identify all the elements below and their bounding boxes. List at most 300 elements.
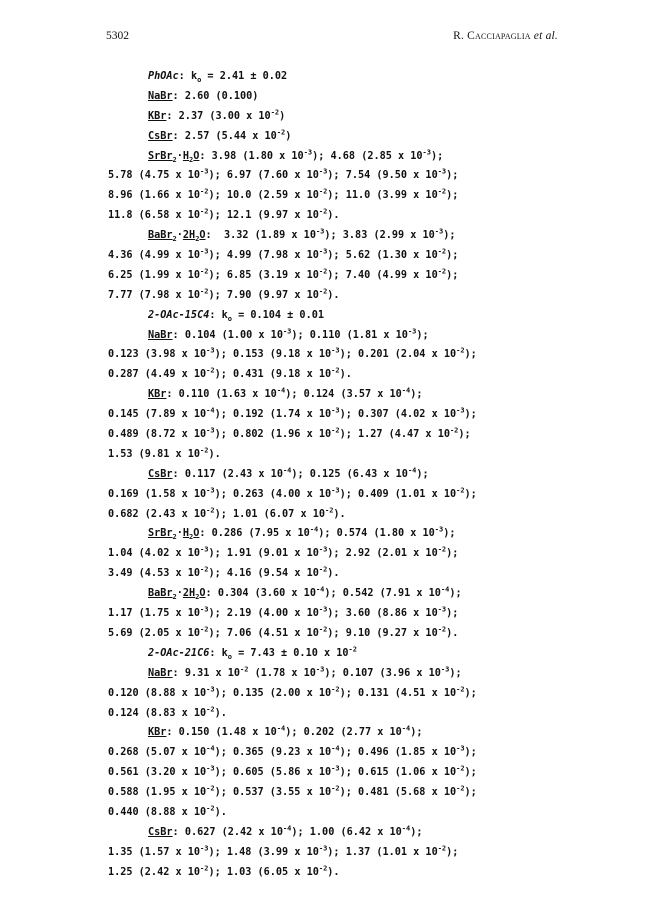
text-run: ); bbox=[443, 230, 456, 242]
superscript: -3 bbox=[456, 406, 465, 415]
text-run: 0.124 (8.83 x 10 bbox=[108, 707, 207, 719]
subscript: 2 bbox=[195, 235, 200, 244]
superscript: -2 bbox=[437, 625, 447, 634]
subscript: 2 bbox=[172, 155, 177, 164]
superscript: -3 bbox=[456, 744, 465, 753]
text-run: ); bbox=[464, 687, 477, 699]
superscript: -3 bbox=[331, 347, 340, 356]
text-run: ); 0.107 (3.96 x 10 bbox=[324, 667, 441, 679]
text-run: : 3.98 (1.80 x 10 bbox=[199, 150, 304, 162]
author-initial: R. bbox=[453, 30, 468, 42]
text-line bbox=[108, 704, 578, 724]
text-run: ); 11.0 (3.99 x 10 bbox=[327, 190, 438, 202]
superscript: -2 bbox=[456, 784, 465, 793]
superscript: -2 bbox=[206, 506, 215, 515]
superscript: -3 bbox=[434, 227, 444, 236]
superscript: -3 bbox=[422, 148, 431, 157]
superscript: -2 bbox=[206, 366, 215, 375]
text-run: ); 4.68 (2.85 x 10 bbox=[312, 150, 423, 162]
superscript: -2 bbox=[331, 685, 340, 694]
text-run: ). bbox=[327, 289, 340, 301]
superscript: -3 bbox=[200, 168, 209, 177]
author-surname: Cacciapaglia bbox=[467, 30, 531, 42]
salt-name: 2H bbox=[182, 230, 196, 242]
text-run: ); bbox=[449, 588, 462, 600]
text-run: 5.69 (2.05 x 10 bbox=[108, 627, 201, 639]
superscript: -2 bbox=[331, 784, 340, 793]
text-run: ); 0.125 (6.43 x 10 bbox=[291, 468, 408, 480]
subscript: 2 bbox=[172, 593, 177, 602]
text-line bbox=[108, 863, 578, 883]
text-run: ); 2.92 (2.01 x 10 bbox=[327, 548, 438, 560]
text-run: ); bbox=[410, 389, 423, 401]
salt-name: H bbox=[182, 150, 190, 162]
superscript: -4 bbox=[206, 406, 215, 415]
superscript: -2 bbox=[200, 565, 209, 574]
text-run: 3.49 (4.53 x 10 bbox=[108, 568, 201, 580]
superscript: -3 bbox=[206, 426, 215, 435]
text-run: ); 1.27 (4.47 x 10 bbox=[339, 429, 450, 441]
text-run: : 3.32 (1.89 x 10 bbox=[205, 230, 316, 242]
text-run: ); bbox=[410, 826, 423, 838]
text-run: = 7.43 ± 0.10 x 10 bbox=[231, 647, 349, 659]
text-run: (1.78 x 10 bbox=[248, 667, 316, 679]
superscript: -4 bbox=[407, 466, 417, 475]
text-run: 0.268 (5.07 x 10 bbox=[108, 747, 207, 759]
text-run: ); 7.40 (4.99 x 10 bbox=[327, 269, 438, 281]
text-run: ); 1.01 (6.07 x 10 bbox=[214, 508, 325, 520]
text-run: ); bbox=[458, 429, 471, 441]
superscript: -4 bbox=[206, 744, 215, 753]
text-run: ); 0.263 (4.00 x 10 bbox=[214, 488, 332, 500]
superscript: -3 bbox=[318, 168, 328, 177]
text-run: ); 0.124 (3.57 x 10 bbox=[285, 389, 402, 401]
text-run: ). bbox=[446, 627, 459, 639]
superscript: -3 bbox=[206, 764, 215, 773]
text-run: ); 0.605 (5.86 x 10 bbox=[214, 767, 332, 779]
text-run: : 2.57 (5.44 x 10 bbox=[172, 130, 277, 142]
subscript: o bbox=[197, 76, 202, 85]
text-run: 1.53 (9.81 x 10 bbox=[108, 448, 201, 460]
text-run: ); 0.537 (3.55 x 10 bbox=[214, 787, 332, 799]
text-run: ); 5.62 (1.30 x 10 bbox=[327, 250, 438, 262]
text-run: ); bbox=[464, 349, 477, 361]
text-run: 0.169 (1.58 x 10 bbox=[108, 488, 207, 500]
superscript: -3 bbox=[200, 545, 209, 554]
text-run: = 0.104 ± 0.01 bbox=[231, 309, 324, 321]
text-run: ). bbox=[327, 568, 340, 580]
text-run: : 2.60 (0.100) bbox=[172, 90, 259, 102]
text-run: ); 0.110 (1.81 x 10 bbox=[291, 329, 408, 341]
text-line bbox=[108, 644, 578, 664]
text-run: ); 0.307 (4.02 x 10 bbox=[339, 409, 457, 421]
superscript: -2 bbox=[318, 287, 328, 296]
text-run: 0.123 (3.98 x 10 bbox=[108, 349, 207, 361]
text-line bbox=[108, 763, 578, 783]
superscript: -3 bbox=[318, 844, 328, 853]
text-run: ); 2.19 (4.00 x 10 bbox=[208, 608, 319, 620]
text-run: : 0.627 (2.42 x 10 bbox=[172, 826, 283, 838]
text-run: : 0.150 (1.48 x 10 bbox=[166, 727, 277, 739]
text-line bbox=[108, 326, 578, 346]
text-line bbox=[108, 564, 578, 584]
salt-name: CsBr bbox=[148, 826, 173, 838]
superscript: -3 bbox=[407, 327, 417, 336]
subscript: 2 bbox=[195, 593, 200, 602]
text-run: ); bbox=[464, 488, 477, 500]
text-run: ); 0.153 (9.18 x 10 bbox=[214, 349, 332, 361]
superscript: -2 bbox=[456, 685, 465, 694]
text-line bbox=[108, 803, 578, 823]
salt-name: O bbox=[193, 150, 200, 162]
superscript: -2 bbox=[324, 506, 334, 515]
text-run: ); 3.83 (2.99 x 10 bbox=[324, 230, 435, 242]
compound-name: 2-OAc-15C4 bbox=[148, 309, 210, 321]
text-run: 11.8 (6.58 x 10 bbox=[108, 210, 201, 222]
text-run: ); 0.542 (7.91 x 10 bbox=[324, 588, 441, 600]
salt-name: O bbox=[193, 528, 200, 540]
superscript: -2 bbox=[318, 625, 328, 634]
superscript: -4 bbox=[309, 526, 319, 535]
text-run: ); 7.54 (9.50 x 10 bbox=[327, 170, 438, 182]
superscript: -2 bbox=[318, 187, 328, 196]
salt-name: SrBr bbox=[148, 150, 173, 162]
text-run: ); bbox=[446, 269, 459, 281]
text-run: ); bbox=[443, 528, 456, 540]
superscript: -2 bbox=[200, 267, 209, 276]
page-number: 5302 bbox=[106, 30, 129, 42]
text-run: ); 1.37 (1.01 x 10 bbox=[327, 846, 438, 858]
text-run: ) bbox=[285, 130, 292, 142]
text-run: ); bbox=[464, 747, 477, 759]
salt-name: KBr bbox=[148, 110, 167, 122]
text-line bbox=[108, 107, 578, 127]
superscript: -2 bbox=[200, 207, 209, 216]
text-line bbox=[108, 226, 578, 246]
text-run: ); 0.365 (9.23 x 10 bbox=[214, 747, 332, 759]
text-line bbox=[108, 743, 578, 763]
text-run: 1.35 (1.57 x 10 bbox=[108, 846, 201, 858]
superscript: -4 bbox=[276, 725, 286, 733]
superscript: -4 bbox=[276, 386, 286, 395]
text-line bbox=[108, 505, 578, 525]
superscript: -4 bbox=[282, 824, 292, 833]
salt-name: BaBr bbox=[148, 230, 173, 242]
text-run: · bbox=[176, 588, 183, 600]
text-run: ); bbox=[430, 150, 444, 162]
salt-name: CsBr bbox=[148, 468, 173, 480]
subscript: 2 bbox=[189, 155, 194, 164]
text-run: ); bbox=[446, 170, 459, 182]
superscript: -3 bbox=[440, 665, 450, 674]
text-line bbox=[108, 684, 578, 704]
superscript: -4 bbox=[331, 744, 340, 753]
text-run: = 2.41 ± 0.02 bbox=[201, 71, 288, 82]
text-line bbox=[108, 425, 578, 445]
text-run: ); bbox=[416, 468, 429, 480]
compound-name: 2-OAc-21C6 bbox=[148, 647, 210, 659]
text-line bbox=[108, 266, 578, 286]
superscript: -3 bbox=[200, 844, 209, 853]
text-line bbox=[108, 286, 578, 306]
text-run: 0.561 (3.20 x 10 bbox=[108, 767, 207, 779]
text-run: 0.588 (1.95 x 10 bbox=[108, 787, 207, 799]
text-run: ); 1.00 (6.42 x 10 bbox=[291, 826, 402, 838]
superscript: -2 bbox=[206, 705, 215, 714]
text-line bbox=[108, 306, 578, 326]
superscript: -3 bbox=[315, 227, 325, 236]
text-run: ). bbox=[214, 806, 227, 818]
superscript: -4 bbox=[440, 585, 450, 594]
superscript: -3 bbox=[434, 526, 444, 535]
superscript: -3 bbox=[206, 347, 215, 356]
compound-name: PhOAc bbox=[148, 71, 179, 82]
text-run: ); 0.431 (9.18 x 10 bbox=[214, 369, 332, 381]
superscript: -2 bbox=[206, 784, 215, 793]
superscript: -4 bbox=[401, 386, 411, 395]
text-run: : k bbox=[178, 71, 198, 82]
text-run: 7.77 (7.98 x 10 bbox=[108, 289, 201, 301]
text-run: ) bbox=[279, 110, 286, 122]
text-run: ). bbox=[339, 369, 352, 381]
text-line bbox=[108, 147, 578, 167]
salt-name: H bbox=[182, 528, 190, 540]
text-line bbox=[108, 166, 578, 186]
text-line bbox=[108, 723, 578, 743]
superscript: -3 bbox=[318, 605, 328, 614]
text-run: ). bbox=[333, 508, 346, 520]
superscript: -3 bbox=[318, 545, 328, 554]
text-run: ); 12.1 (9.97 x 10 bbox=[208, 210, 319, 222]
superscript: -3 bbox=[315, 665, 325, 674]
text-run: ). bbox=[327, 210, 340, 222]
superscript: -4 bbox=[401, 824, 411, 833]
superscript: -2 bbox=[200, 446, 209, 455]
text-run: : 0.286 (7.95 x 10 bbox=[199, 528, 310, 540]
superscript: -2 bbox=[437, 844, 447, 853]
text-run: 1.04 (4.02 x 10 bbox=[108, 548, 201, 560]
text-line bbox=[108, 584, 578, 604]
text-run: ); 3.60 (8.86 x 10 bbox=[327, 608, 438, 620]
text-run: ); bbox=[464, 787, 477, 799]
text-run: ); 1.03 (6.05 x 10 bbox=[208, 866, 319, 878]
superscript: -2 bbox=[200, 187, 209, 196]
subscript: 2 bbox=[189, 533, 194, 542]
text-run: ); 0.574 (1.80 x 10 bbox=[318, 528, 435, 540]
text-run: ). bbox=[214, 707, 227, 719]
text-run: : k bbox=[209, 309, 228, 321]
text-run: ); 0.131 (4.51 x 10 bbox=[339, 687, 457, 699]
text-line bbox=[108, 206, 578, 226]
text-run: 4.36 (4.99 x 10 bbox=[108, 250, 201, 262]
superscript: -2 bbox=[437, 247, 447, 256]
text-run: ); 0.409 (1.01 x 10 bbox=[339, 488, 457, 500]
superscript: -2 bbox=[456, 347, 465, 356]
text-run: ). bbox=[208, 448, 221, 460]
text-run: 6.25 (1.99 x 10 bbox=[108, 269, 201, 281]
superscript: -2 bbox=[456, 764, 465, 773]
text-run: ); 1.48 (3.99 x 10 bbox=[208, 846, 319, 858]
text-run: : 2.37 (3.00 x 10 bbox=[166, 110, 271, 122]
superscript: -3 bbox=[331, 764, 340, 773]
superscript: -3 bbox=[331, 406, 340, 415]
text-run: ); bbox=[464, 409, 477, 421]
et-al: et al. bbox=[530, 30, 558, 42]
text-run: : k bbox=[209, 647, 228, 659]
superscript: -3 bbox=[437, 605, 447, 614]
text-run: · bbox=[176, 528, 183, 540]
salt-name: SrBr bbox=[148, 528, 173, 540]
text-run: ); 0.481 (5.68 x 10 bbox=[339, 787, 457, 799]
superscript: -3 bbox=[331, 486, 340, 495]
text-run: : 0.104 (1.00 x 10 bbox=[172, 329, 283, 341]
salt-name: O bbox=[199, 230, 206, 242]
text-run: ); bbox=[446, 190, 459, 202]
superscript: -3 bbox=[200, 605, 209, 614]
text-run: ); bbox=[416, 329, 429, 341]
salt-name: KBr bbox=[148, 727, 167, 739]
superscript: -3 bbox=[200, 247, 209, 256]
text-line bbox=[108, 664, 578, 684]
text-line bbox=[108, 485, 578, 505]
superscript: -2 bbox=[200, 864, 209, 873]
text-run: ); 0.202 (2.77 x 10 bbox=[285, 727, 402, 739]
page-header bbox=[106, 30, 558, 46]
superscript: -3 bbox=[303, 148, 313, 157]
text-line bbox=[108, 465, 578, 485]
text-line bbox=[108, 624, 578, 644]
text-line bbox=[108, 365, 578, 385]
text-run: 8.96 (1.66 x 10 bbox=[108, 190, 201, 202]
text-run: 0.682 (2.43 x 10 bbox=[108, 508, 207, 520]
text-run: ); 0.802 (1.96 x 10 bbox=[214, 429, 332, 441]
text-run: 0.287 (4.49 x 10 bbox=[108, 369, 207, 381]
subscript: o bbox=[227, 652, 232, 661]
text-run: ); 7.06 (4.51 x 10 bbox=[208, 627, 319, 639]
text-run: 0.489 (8.72 x 10 bbox=[108, 429, 207, 441]
superscript: -3 bbox=[206, 486, 215, 495]
text-run: ); bbox=[464, 767, 477, 779]
salt-name: 2H bbox=[182, 588, 196, 600]
text-line bbox=[108, 87, 578, 107]
text-run: 1.17 (1.75 x 10 bbox=[108, 608, 201, 620]
superscript: -2 bbox=[318, 207, 328, 216]
superscript: -2 bbox=[331, 366, 340, 375]
kinetic-data-text bbox=[108, 67, 578, 883]
text-line bbox=[108, 524, 578, 544]
text-run: : 9.31 x 10 bbox=[172, 667, 241, 679]
text-line bbox=[108, 843, 578, 863]
superscript: -2 bbox=[318, 565, 328, 574]
text-run: ); 4.99 (7.98 x 10 bbox=[208, 250, 319, 262]
text-run: : 0.110 (1.63 x 10 bbox=[166, 389, 277, 401]
salt-name: O bbox=[199, 588, 206, 600]
superscript: -2 bbox=[437, 187, 447, 196]
salt-name: NaBr bbox=[148, 329, 173, 341]
text-run: ); bbox=[410, 727, 423, 739]
subscript: o bbox=[227, 314, 232, 323]
text-line bbox=[108, 544, 578, 564]
text-run: ); 0.192 (1.74 x 10 bbox=[214, 409, 332, 421]
superscript: -3 bbox=[206, 685, 215, 694]
superscript: -4 bbox=[401, 725, 411, 733]
text-run: 0.120 (8.88 x 10 bbox=[108, 687, 207, 699]
superscript: -2 bbox=[276, 128, 286, 137]
text-line bbox=[108, 783, 578, 803]
superscript: -2 bbox=[456, 486, 465, 495]
text-run: ); bbox=[446, 608, 459, 620]
superscript: -3 bbox=[282, 327, 292, 336]
subscript: 2 bbox=[172, 533, 177, 542]
text-line bbox=[108, 604, 578, 624]
text-run: ); 0.201 (2.04 x 10 bbox=[339, 349, 457, 361]
superscript: -2 bbox=[348, 645, 357, 654]
text-run: · bbox=[176, 150, 183, 162]
superscript: -4 bbox=[282, 466, 292, 475]
running-head bbox=[453, 30, 558, 42]
text-line bbox=[108, 345, 578, 365]
text-run: ); 9.10 (9.27 x 10 bbox=[327, 627, 438, 639]
text-run: : 0.304 (3.60 x 10 bbox=[205, 588, 316, 600]
superscript: -2 bbox=[318, 864, 328, 873]
superscript: -2 bbox=[437, 267, 447, 276]
salt-name: NaBr bbox=[148, 90, 173, 102]
text-line bbox=[108, 67, 578, 87]
superscript: -2 bbox=[318, 267, 328, 276]
text-run: ); 1.91 (9.01 x 10 bbox=[208, 548, 319, 560]
text-run: 0.440 (8.88 x 10 bbox=[108, 806, 207, 818]
subscript: 2 bbox=[172, 235, 177, 244]
text-run: 0.145 (7.89 x 10 bbox=[108, 409, 207, 421]
superscript: -2 bbox=[449, 426, 459, 435]
superscript: -2 bbox=[331, 426, 340, 435]
text-line bbox=[108, 186, 578, 206]
text-run: ); bbox=[446, 548, 459, 560]
text-run: ); 0.496 (1.85 x 10 bbox=[339, 747, 457, 759]
salt-name: KBr bbox=[148, 389, 167, 401]
salt-name: BaBr bbox=[148, 588, 173, 600]
text-run: 1.25 (2.42 x 10 bbox=[108, 866, 201, 878]
text-run: · bbox=[176, 230, 183, 242]
superscript: -2 bbox=[200, 287, 209, 296]
superscript: -2 bbox=[437, 545, 447, 554]
salt-name: CsBr bbox=[148, 130, 173, 142]
text-line bbox=[108, 445, 578, 465]
text-run: ); bbox=[446, 250, 459, 262]
superscript: -2 bbox=[206, 804, 215, 813]
text-line bbox=[108, 405, 578, 425]
text-run: ); 0.135 (2.00 x 10 bbox=[214, 687, 332, 699]
superscript: -2 bbox=[270, 108, 280, 117]
text-line bbox=[108, 127, 578, 147]
text-line bbox=[108, 823, 578, 843]
text-run: ). bbox=[327, 866, 340, 878]
text-run: ); 0.615 (1.06 x 10 bbox=[339, 767, 457, 779]
text-run: ); 6.97 (7.60 x 10 bbox=[208, 170, 319, 182]
superscript: -3 bbox=[318, 247, 328, 256]
superscript: -2 bbox=[200, 625, 209, 634]
salt-name: NaBr bbox=[148, 667, 173, 679]
text-line bbox=[108, 246, 578, 266]
text-run: ); 7.90 (9.97 x 10 bbox=[208, 289, 319, 301]
text-run: : 0.117 (2.43 x 10 bbox=[172, 468, 283, 480]
text-run: 5.78 (4.75 x 10 bbox=[108, 170, 201, 182]
superscript: -4 bbox=[315, 585, 325, 594]
text-line bbox=[108, 385, 578, 405]
text-run: ); bbox=[449, 667, 462, 679]
text-run: ); bbox=[446, 846, 459, 858]
text-run: ); 6.85 (3.19 x 10 bbox=[208, 269, 319, 281]
